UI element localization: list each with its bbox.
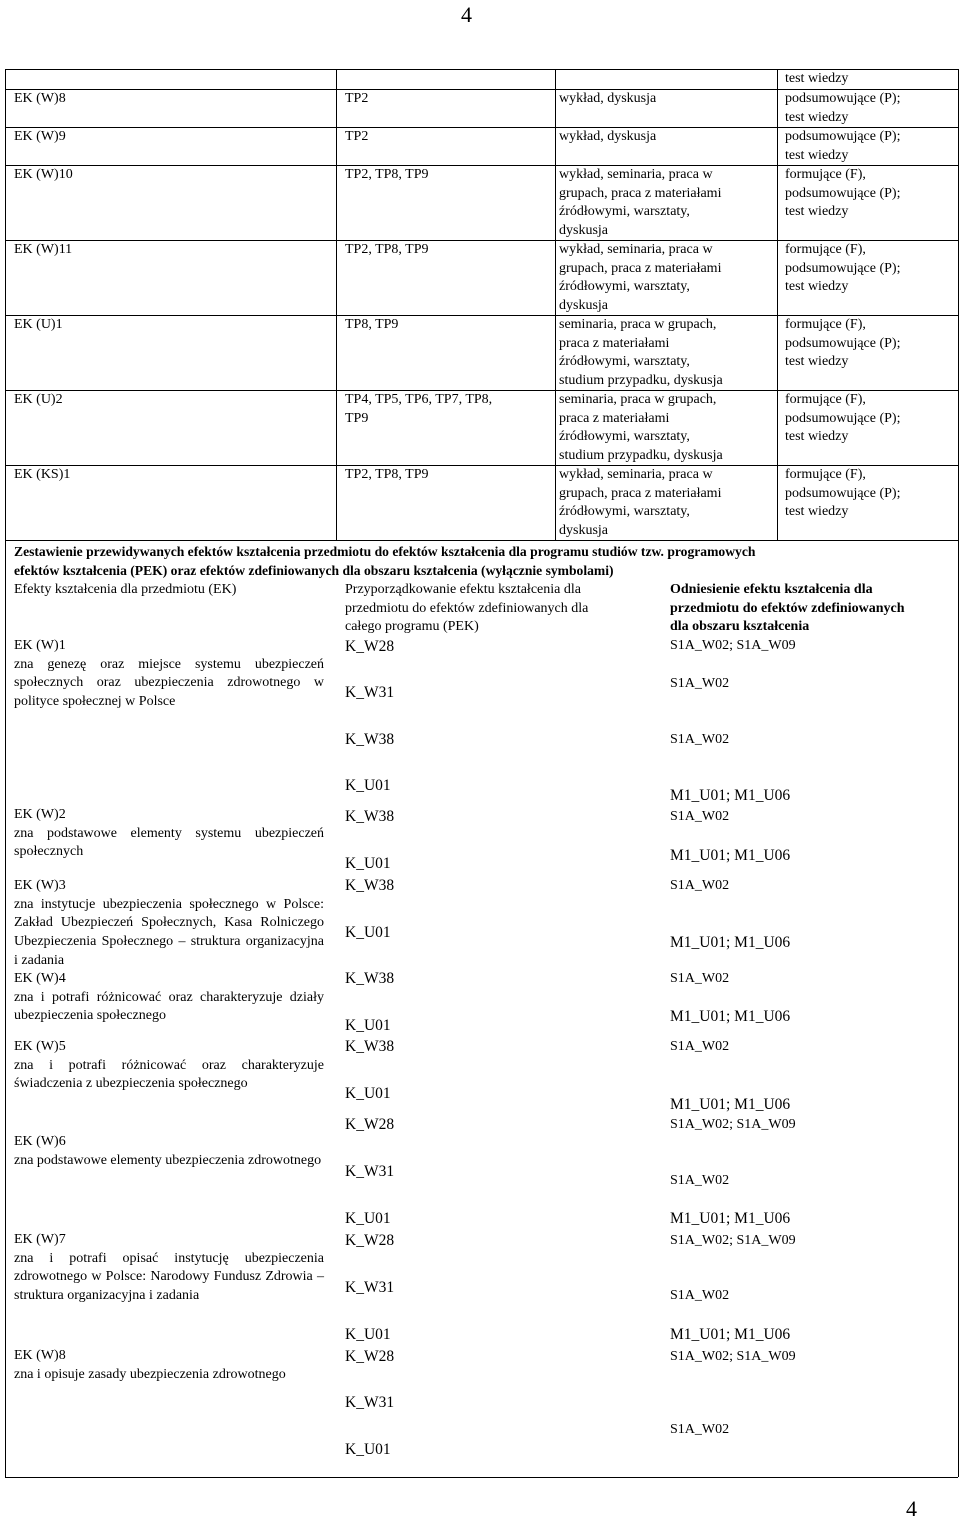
pek-code: K_U01 <box>345 1326 391 1343</box>
pek-code: K_U01 <box>345 1441 391 1458</box>
area-code: M1_U01; M1_U06 <box>670 787 791 804</box>
ek-description: EK (W)6 zna podstawowe elementy ubezpieczenia zdrowotnego <box>14 1134 322 1168</box>
ek-description: EK (W)7 zna i potrafi opisać instytucję ubezpieczenia zdrowotnego w Polsce: Narodowy Fundusz Zdrowia – struktura organizacyjna i zadania <box>14 1232 324 1304</box>
methods-row-ek: EK (W)9 <box>14 129 66 144</box>
pek-code: K_W31 <box>345 684 395 701</box>
area-code: S1A_W02; S1A_W09 <box>670 638 796 653</box>
pek-code: K_U01 <box>345 924 391 941</box>
methods-row-assessment: formujące (F), podsumowujące (P); test wiedzy <box>785 167 901 220</box>
methods-row-methods: wykład, seminaria, praca w grupach, praca z materiałami źródłowymi, warsztaty, dyskusja <box>559 467 722 539</box>
pek-code: K_W38 <box>345 1038 395 1055</box>
table-rule <box>958 69 959 1477</box>
methods-row-assessment: formujące (F), podsumowujące (P); test wiedzy <box>785 317 901 370</box>
pek-code: K_U01 <box>345 777 391 794</box>
pek-code: K_W31 <box>345 1394 395 1411</box>
methods-row-assessment: formujące (F), podsumowujące (P); test wiedzy <box>785 467 901 520</box>
methods-row-methods: wykład, dyskusja <box>559 129 657 144</box>
area-code: M1_U01; M1_U06 <box>670 1008 791 1025</box>
methods-row-ek: EK (KS)1 <box>14 467 71 482</box>
methods-row-ek: EK (U)1 <box>14 317 63 332</box>
area-code: S1A_W02; S1A_W09 <box>670 1117 796 1132</box>
methods-row-tp: TP2 <box>345 129 369 144</box>
pek-code: K_W28 <box>345 638 395 655</box>
ek-description: EK (W)5 zna i potrafi różnicować oraz charakteryzuje świadczenia z ubezpieczenia społecznego <box>14 1039 324 1092</box>
methods-row-methods: seminaria, praca w grupach, praca z materiałami źródłowymi, warsztaty, studium przypadku, dyskusja <box>559 392 723 464</box>
pek-code: K_W28 <box>345 1232 395 1249</box>
methods-row-assessment: podsumowujące (P); test wiedzy <box>785 129 901 163</box>
header-area: Odniesienie efektu kształcenia dla przedmiotu do efektów zdefiniowanych dla obszaru kształcenia <box>670 582 905 635</box>
methods-row-assessment: formujące (F), podsumowujące (P); test wiedzy <box>785 392 901 445</box>
methods-row-ek: EK (W)8 <box>14 91 66 106</box>
methods-header-tail: test wiedzy <box>785 71 849 86</box>
table-rule <box>336 69 337 540</box>
area-code: S1A_W02 <box>670 971 730 986</box>
area-code: S1A_W02 <box>670 1173 730 1188</box>
pek-code: K_U01 <box>345 1085 391 1102</box>
pek-code: K_W31 <box>345 1163 395 1180</box>
ek-description: EK (W)4 zna i potrafi różnicować oraz charakteryzuje działy ubezpieczenia społecznego <box>14 971 324 1024</box>
ek-description: EK (W)1 zna genezę oraz miejsce systemu ubezpieczeń społecznych oraz ubezpieczenia zdrowotnego w polityce społecznej w Polsce <box>14 638 324 710</box>
table-rule <box>5 69 6 1477</box>
table-rule <box>555 69 556 540</box>
methods-row-methods: wykład, dyskusja <box>559 91 657 106</box>
methods-row-methods: wykład, seminaria, praca w grupach, praca z materiałami źródłowymi, warsztaty, dyskusja <box>559 167 722 239</box>
methods-row-methods: seminaria, praca w grupach, praca z materiałami źródłowymi, warsztaty, studium przypadku, dyskusja <box>559 317 723 389</box>
ek-description: EK (W)3 zna instytucje ubezpieczenia społecznego w Polsce: Zakład Ubezpieczeń Społecznych, Kasa Rolniczego Ubezpieczenia Społecznego – struktura organizacyjna i zadania <box>14 878 324 968</box>
area-code: M1_U01; M1_U06 <box>670 1326 791 1343</box>
pek-code: K_W38 <box>345 877 395 894</box>
area-code: S1A_W02 <box>670 676 730 691</box>
methods-row-tp: TP2, TP8, TP9 <box>345 167 429 182</box>
pek-code: K_U01 <box>345 855 391 872</box>
area-code: S1A_W02 <box>670 809 730 824</box>
area-code: S1A_W02 <box>670 878 730 893</box>
methods-row-tp: TP2, TP8, TP9 <box>345 467 429 482</box>
area-code: S1A_W02; S1A_W09 <box>670 1349 796 1364</box>
table-rule <box>777 69 778 540</box>
area-code: S1A_W02 <box>670 1039 730 1054</box>
header-pek: Przyporządkowanie efektu kształcenia dla przedmiotu do efektów zdefiniowanych dla całego programu (PEK) <box>345 582 589 635</box>
methods-row-ek: EK (W)11 <box>14 242 73 257</box>
pek-code: K_W31 <box>345 1279 395 1296</box>
methods-row-tp: TP2 <box>345 91 369 106</box>
page-number-top: 4 <box>461 2 472 27</box>
area-code: S1A_W02; S1A_W09 <box>670 1233 796 1248</box>
area-code: M1_U01; M1_U06 <box>670 1210 791 1227</box>
pek-code: K_U01 <box>345 1017 391 1034</box>
area-code: S1A_W02 <box>670 1288 730 1303</box>
area-code: M1_U01; M1_U06 <box>670 847 791 864</box>
methods-row-ek: EK (U)2 <box>14 392 63 407</box>
methods-row-tp: TP4, TP5, TP6, TP7, TP8, TP9 <box>345 392 493 426</box>
methods-row-tp: TP2, TP8, TP9 <box>345 242 429 257</box>
pek-code: K_W38 <box>345 970 395 987</box>
methods-row-assessment: podsumowujące (P); test wiedzy <box>785 91 901 125</box>
page-number-bottom: 4 <box>906 1496 917 1521</box>
table-rule <box>5 540 958 541</box>
header-ek: Efekty kształcenia dla przedmiotu (EK) <box>14 582 237 597</box>
summary-title: Zestawienie przewidywanych efektów kształcenia przedmiotu do efektów kształcenia dla programu studiów tzw. programowych efektów kształcenia (PEK) oraz efektów zdefiniowanych dla obszaru kształcenia (wyłącznie symbolami) <box>14 544 756 578</box>
area-code: M1_U01; M1_U06 <box>670 934 791 951</box>
area-code: M1_U01; M1_U06 <box>670 1096 791 1113</box>
area-code: S1A_W02 <box>670 1422 730 1437</box>
methods-row-assessment: formujące (F), podsumowujące (P); test wiedzy <box>785 242 901 295</box>
area-code: S1A_W02 <box>670 732 730 747</box>
methods-row-ek: EK (W)10 <box>14 167 73 182</box>
pek-code: K_U01 <box>345 1210 391 1227</box>
ek-description: EK (W)2 zna podstawowe elementy systemu ubezpieczeń społecznych <box>14 807 324 860</box>
pek-code: K_W38 <box>345 731 395 748</box>
methods-row-tp: TP8, TP9 <box>345 317 399 332</box>
methods-row-methods: wykład, seminaria, praca w grupach, praca z materiałami źródłowymi, warsztaty, dyskusja <box>559 242 722 314</box>
pek-code: K_W28 <box>345 1116 395 1133</box>
ek-description: EK (W)8 zna i opisuje zasady ubezpieczenia zdrowotnego <box>14 1348 286 1382</box>
table-rule <box>5 1477 958 1478</box>
pek-code: K_W28 <box>345 1348 395 1365</box>
pek-code: K_W38 <box>345 808 395 825</box>
